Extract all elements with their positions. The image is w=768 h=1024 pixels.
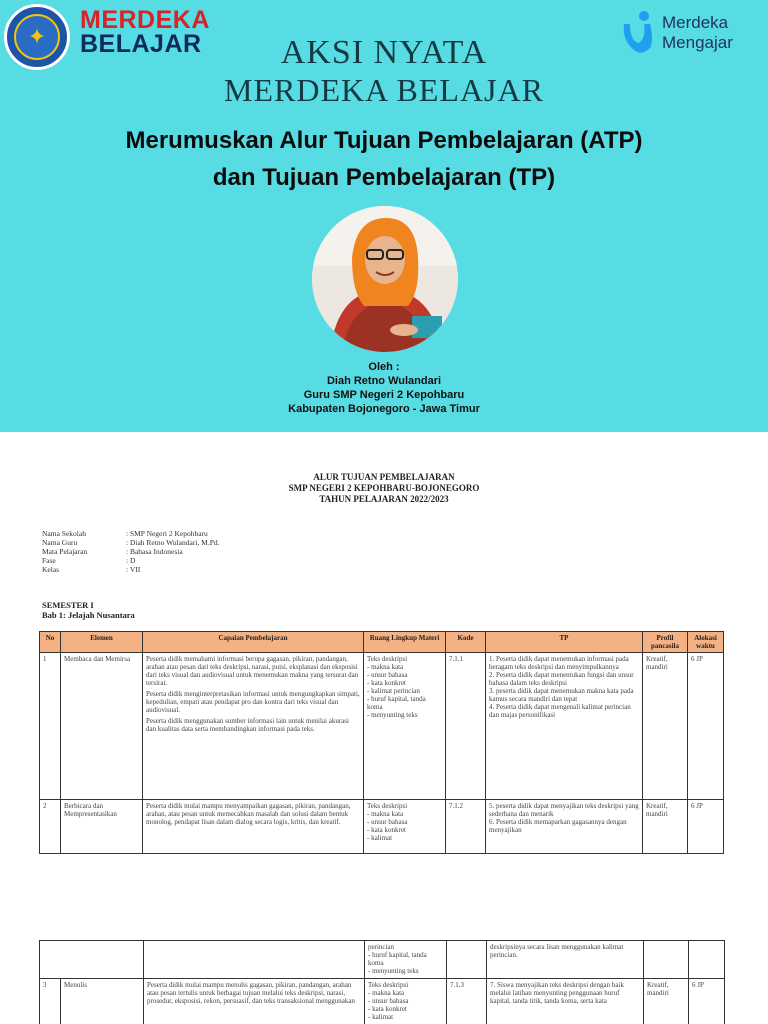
meta-key: Nama Guru (42, 538, 78, 547)
cell-profil: Kreatif, mandiri (644, 979, 689, 1024)
cp-paragraph: Peserta didik menggunakan sumber informasi lain untuk menilai akurasi dan kualitas data serta membandingkan informasi pada teks. (146, 717, 349, 733)
cell-tp: deskripsinya secara lisan menggunakan kalimat perincian. (487, 941, 644, 979)
doc-heading-1: ALUR TUJUAN PEMBELAJARAN (313, 472, 455, 482)
header-tp: TP (486, 632, 643, 653)
doc-heading-3: TAHUN PELAJARAN 2022/2023 (319, 494, 449, 504)
author-name: Diah Retno Wulandari (326, 375, 442, 387)
cell-no: 3 (40, 979, 61, 1024)
cell-empty (40, 941, 144, 979)
author-portrait-image (312, 206, 458, 352)
meta-row (42, 565, 220, 574)
cell-profil: Kreatif, mandiri (643, 800, 688, 854)
cell-elemen: Membaca dan Memirsa (61, 653, 143, 800)
brand-left-line2: BELAJAR (80, 30, 202, 58)
author-place: Kabupaten Bojonegoro - Jawa Timur (288, 403, 480, 415)
cell-kode: 7.1.3 (447, 979, 487, 1024)
meta-row (42, 547, 220, 556)
header-profil: Profil pancasila (643, 632, 688, 653)
cell-no: 2 (40, 800, 61, 854)
meta-value: : VII (126, 565, 141, 574)
cell-cp: Peserta didik mulai mampu menulis gagasan, pikiran, pandangan, arahan atau pesan tertulis untuk berbagai tujuan melalui teks deskripsi, narasi, prosedur, eksposisi, rekon, persuasif, dan teks transaksional menggunakan (144, 979, 365, 1024)
brand-right-line1: Merdeka (662, 13, 729, 32)
cell-alokasi: 6 JP (688, 800, 724, 854)
brand-right-line2: Mengajar (662, 33, 733, 52)
table-row (40, 800, 724, 854)
header-alokasi: Alokasi waktu (688, 632, 724, 653)
header-elemen: Elemen (61, 632, 143, 653)
cell-no: 1 (40, 653, 61, 800)
doc-meta (42, 529, 220, 574)
header-kode: Kode (446, 632, 486, 653)
cell-elemen: Berbicara dan Mempresentasikan (61, 800, 143, 854)
cell-elemen: Menulis (61, 979, 144, 1024)
table-row (40, 653, 724, 800)
cover-title-line1: AKSI NYATA (280, 34, 488, 71)
atp-table-row3 (39, 978, 725, 1024)
meta-key: Mata Pelajaran (42, 547, 88, 556)
cell-materi: perincian - huruf kapital, tanda koma - menyunting teks (365, 941, 447, 979)
cell-cp (143, 653, 364, 800)
cover-banner (0, 0, 768, 432)
cover-subtitle (0, 122, 768, 196)
meta-key: Kelas (42, 565, 60, 574)
semester-heading (42, 600, 135, 620)
cell-alokasi: 6 JP (689, 979, 725, 1024)
cell-profil: Kreatif, mandiri (643, 653, 688, 800)
header-cp: Capaian Pembelajaran (143, 632, 364, 653)
author-by: Oleh : (368, 361, 400, 373)
cell-empty (644, 941, 689, 979)
doc-heading-2: SMP NEGERI 2 KEPOHBARU-BOJONEGORO (288, 483, 480, 493)
author-role: Guru SMP Negeri 2 Kepohbaru (303, 389, 465, 401)
cell-materi: Teks deskripsi - makna kata - unsur bahasa - kata konkret - kalimat (365, 979, 447, 1024)
cover-title-line2: MERDEKA BELAJAR (224, 72, 544, 108)
cp-paragraph: Peserta didik memahami informasi berupa gagasan, pikiran, pandangan, arahan atau pesan dari teks deskripsi, narasi, puisi, eksplanasi dan eksposisi dari teks visual dan audiovisual untuk menemukan makna yang tersurat dan tersirat. (146, 655, 359, 687)
header-no: No (40, 632, 61, 653)
cell-kode: 7.1.1 (446, 653, 486, 800)
brand-left-line1: MERDEKA (80, 6, 210, 34)
table-row (40, 979, 725, 1024)
cp-paragraph: Peserta didik menginterpretasikan informasi untuk mengungkapkan simpati, kepedulian, empati atau pendapat pro dan kontra dari teks visual dan audiovisual. (146, 690, 360, 714)
meta-key: Fase (42, 556, 56, 565)
cell-materi: Teks deskripsi - makna kata - unsur bahasa - kata konkret - kalimat perincian - huruf kapital, tanda koma - menyunting teks (364, 653, 446, 800)
bab-label: Bab 1: Jelajah Nusantara (42, 610, 135, 620)
meta-row (42, 529, 220, 538)
subtitle-line2: dan Tujuan Pembelajaran (TP) (212, 164, 556, 191)
atp-table (39, 631, 724, 854)
cell-tp: 5. peserta didik dapat menyajikan teks deskripsi yang sederhana dan menarik 6. Peserta didik memaparkan gagasannya dengan menyajikan (486, 800, 643, 854)
table-row-continued (40, 941, 725, 979)
meta-value: : D (126, 556, 136, 565)
meta-row (42, 538, 220, 547)
cell-empty (689, 941, 725, 979)
cell-empty (447, 941, 487, 979)
atp-table-continued (39, 940, 725, 979)
cell-tp: 1. Peserta didik dapat menemukan informasi pada beragam teks deskripsi dan menyimpulkannya 2. Peserta didik dapat menentukan fungsi dan unsur bahasa dalam teks deskripsi 3. peserta didik dapat menemukan makna kata pada kamus secara mandiri dan tepat 4. Peserta didik dapat mengenali kalimat perincian dan majas personifikasi (486, 653, 643, 800)
cell-empty (144, 941, 365, 979)
table-header-row (40, 632, 724, 653)
meta-row (42, 556, 220, 565)
meta-value: : SMP Negeri 2 Kepohbaru (126, 529, 208, 538)
cell-kode: 7.1.2 (446, 800, 486, 854)
emblem-icon: ✦ (14, 14, 60, 60)
author-photo (312, 206, 458, 352)
cell-alokasi: 6 JP (688, 653, 724, 800)
cell-materi: Teks deskripsi - makna kata - unsur bahasa - kata konkret - kalimat (364, 800, 446, 854)
author-info (0, 360, 768, 416)
semester-label: SEMESTER I (42, 600, 94, 610)
cell-cp: Peserta didik mulai mampu menyampaikan gagasan, pikiran, pandangan, arahan, atau pesan untuk memecahkan masalah dan solusi dalam bentuk monolog, pendapat lisan dalam dialog secara logis, kritis, dan kreatif. (143, 800, 364, 854)
header-materi: Ruang Lingkup Materi (364, 632, 446, 653)
meta-value: : Diah Retno Wulandari, M.Pd. (126, 538, 220, 547)
meta-value: : Bahasa Indonesia (126, 547, 183, 556)
subtitle-line1: Merumuskan Alur Tujuan Pembelajaran (ATP) (125, 127, 643, 154)
cell-tp: 7. Siswa menyajikan teks deskripsi dengan baik melalui latihan menyunting penggunaan huruf kapital, tanda titik, tanda koma, serta kata (487, 979, 644, 1024)
document-page (0, 432, 768, 1024)
meta-key: Nama Sekolah (42, 529, 86, 538)
